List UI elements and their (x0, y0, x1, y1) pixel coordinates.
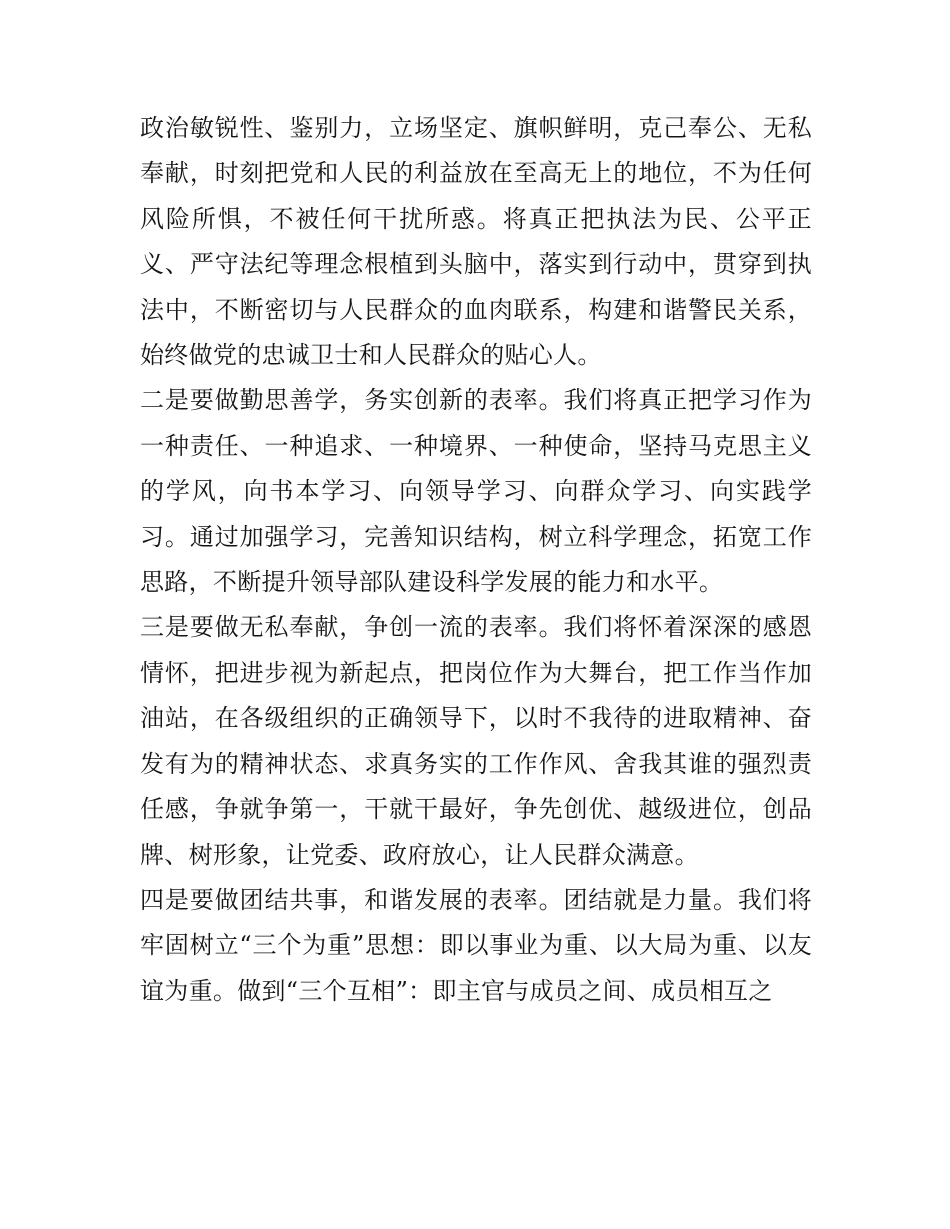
paragraph-diligent-study: 二是要做勤思善学，务实创新的表率。我们将真正把学习作为一种责任、一种追求、一种境界、一种使命，坚持马克思主义的学风，向书本学习、向领导学习、向群众学习、向实践学习。通过加强学习，完善知识结构，树立科学理念，拓宽工作思路，不断提升领导部队建设科学发展的能力和水平。 (140, 386, 812, 597)
paragraph-political-integrity: 政治敏锐性、鉴别力，立场坚定、旗帜鲜明，克己奉公、无私奉献，时刻把党和人民的利益放在至高无上的地位，不为任何风险所惧，不被任何干扰所惑。将真正把执法为民、公平正义、严守法纪等理念根植到头脑中，落实到行动中，贯穿到执法中，不断密切与人民群众的血肉联系，构建和谐警民关系，始终做党的忠诚卫士和人民群众的贴心人。 (140, 114, 812, 370)
paragraph-unity-cooperation: 四是要做团结共事，和谐发展的表率。团结就是力量。我们将牢固树立“三个为重”思想：即以事业为重、以大局为重、以友谊为重。做到“三个互相”：即主官与成员之间、成员相互之 (140, 885, 812, 1005)
document-body (140, 106, 812, 1014)
paragraph-selfless-dedication: 三是要做无私奉献，争创一流的表率。我们将怀着深深的感恩情怀，把进步视为新起点，把岗位作为大舞台，把工作当作加油站，在各级组织的正确领导下，以时不我待的进取精神、奋发有为的精神状态、求真务实的工作作风、舍我其谁的强烈责任感，争就争第一，干就干最好，争先创优、越级进位，创品牌、树形象，让党委、政府放心，让人民群众满意。 (140, 613, 812, 869)
